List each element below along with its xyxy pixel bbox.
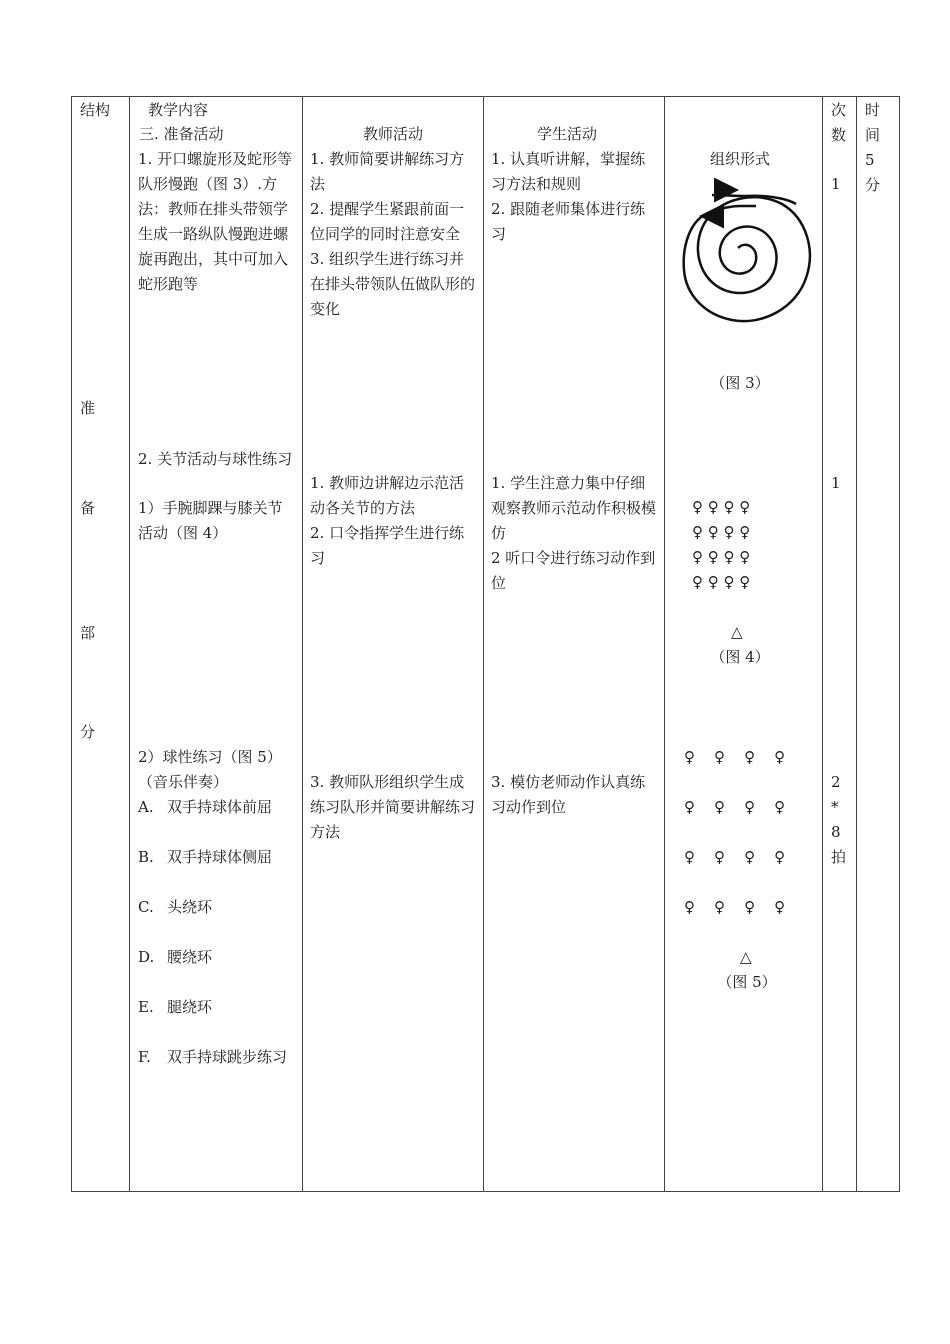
count-value: 1 [831,175,841,193]
student-formation-row: ♀ ♀ ♀ ♀ [692,498,751,516]
list-letter: F. [138,1048,151,1066]
spiral-diagram-fig3 [676,178,826,348]
student-block: 1. 学生注意力集中仔细观察教师示范动作积极模仿 2 听口令进行练习动作到位 [491,474,657,592]
list-letter: D. [138,948,155,966]
list-item: 腰绕环 [167,948,213,966]
content-item: 2. 关节活动与球性练习 [138,450,293,468]
student-block: 3. 模仿老师动作认真练习动作到位 [491,773,646,816]
structure-char: 准 [80,399,96,417]
list-item: 双手持球体侧屈 [167,848,273,866]
structure-header: 结构 [80,101,111,119]
structure-char: 备 [80,499,96,517]
teacher-block: 1. 教师简要讲解练习方法 2. 提醒学生紧跟前面一位同学的同时注意安全 3. 组织学生进行练习并在排头带领队伍做队形的变化 [310,150,476,318]
teacher-header: 教师活动 [362,125,423,143]
list-letter: E. [138,998,154,1016]
student-formation-row: ♀ ♀ ♀ ♀ [692,573,751,591]
list-letter: C. [138,898,154,916]
fig5-caption: （图 5） [717,973,777,991]
column-divider [302,96,303,1192]
content-item: 1. 开口螺旋形及蛇形等队形慢跑（图 3）.方法：教师在排头带领学生成一路纵队慢跑进螺旋再跑出，其中可加入蛇形跑等 [138,150,293,293]
count-value: 2*8拍 [831,773,847,866]
list-item: 双手持球跳步练习 [167,1048,288,1066]
student-formation-row: ♀ ♀ ♀ ♀ [684,898,786,916]
count-value: 1 [831,474,841,492]
teacher-block: 1. 教师边讲解边示范活动各关节的方法 2. 口令指挥学生进行练习 [310,474,465,567]
list-letter: A. [138,798,154,816]
list-item: 腿绕环 [167,998,213,1016]
column-divider [129,96,130,1192]
student-formation-row: ♀ ♀ ♀ ♀ [684,748,786,766]
student-formation-row: ♀ ♀ ♀ ♀ [684,848,786,866]
count-header: 次数 [831,101,847,144]
fig4-caption: （图 4） [710,648,770,666]
student-header: 学生活动 [536,125,597,143]
content-item: 1）手腕脚踝与膝关节活动（图 4） [138,499,283,542]
teacher-position-icon: △ [740,948,752,966]
fig3-caption: （图 3） [710,374,770,392]
content-item: 2）球性练习（图 5）（音乐伴奏） [138,748,282,791]
list-item: 双手持球体前屈 [167,798,273,816]
column-divider [483,96,484,1192]
section-title: 三. 准备活动 [139,125,224,143]
content-header: 教学内容 [148,101,209,119]
structure-char: 部 [80,624,96,642]
teacher-block: 3. 教师队形组织学生成练习队形并简要讲解练习方法 [310,773,476,841]
structure-char: 分 [80,723,96,741]
column-divider [856,96,857,1192]
list-letter: B. [138,848,154,866]
teacher-position-icon: △ [731,623,743,641]
org-header: 组织形式 [709,150,770,168]
student-formation-row: ♀ ♀ ♀ ♀ [684,798,786,816]
time-header: 时间5分 [865,101,881,194]
student-formation-row: ♀ ♀ ♀ ♀ [692,548,751,566]
student-formation-row: ♀ ♀ ♀ ♀ [692,523,751,541]
list-item: 头绕环 [167,898,213,916]
student-block: 1. 认真听讲解，掌握练习方法和规则 2. 跟随老师集体进行练习 [491,150,646,243]
column-divider [664,96,665,1192]
